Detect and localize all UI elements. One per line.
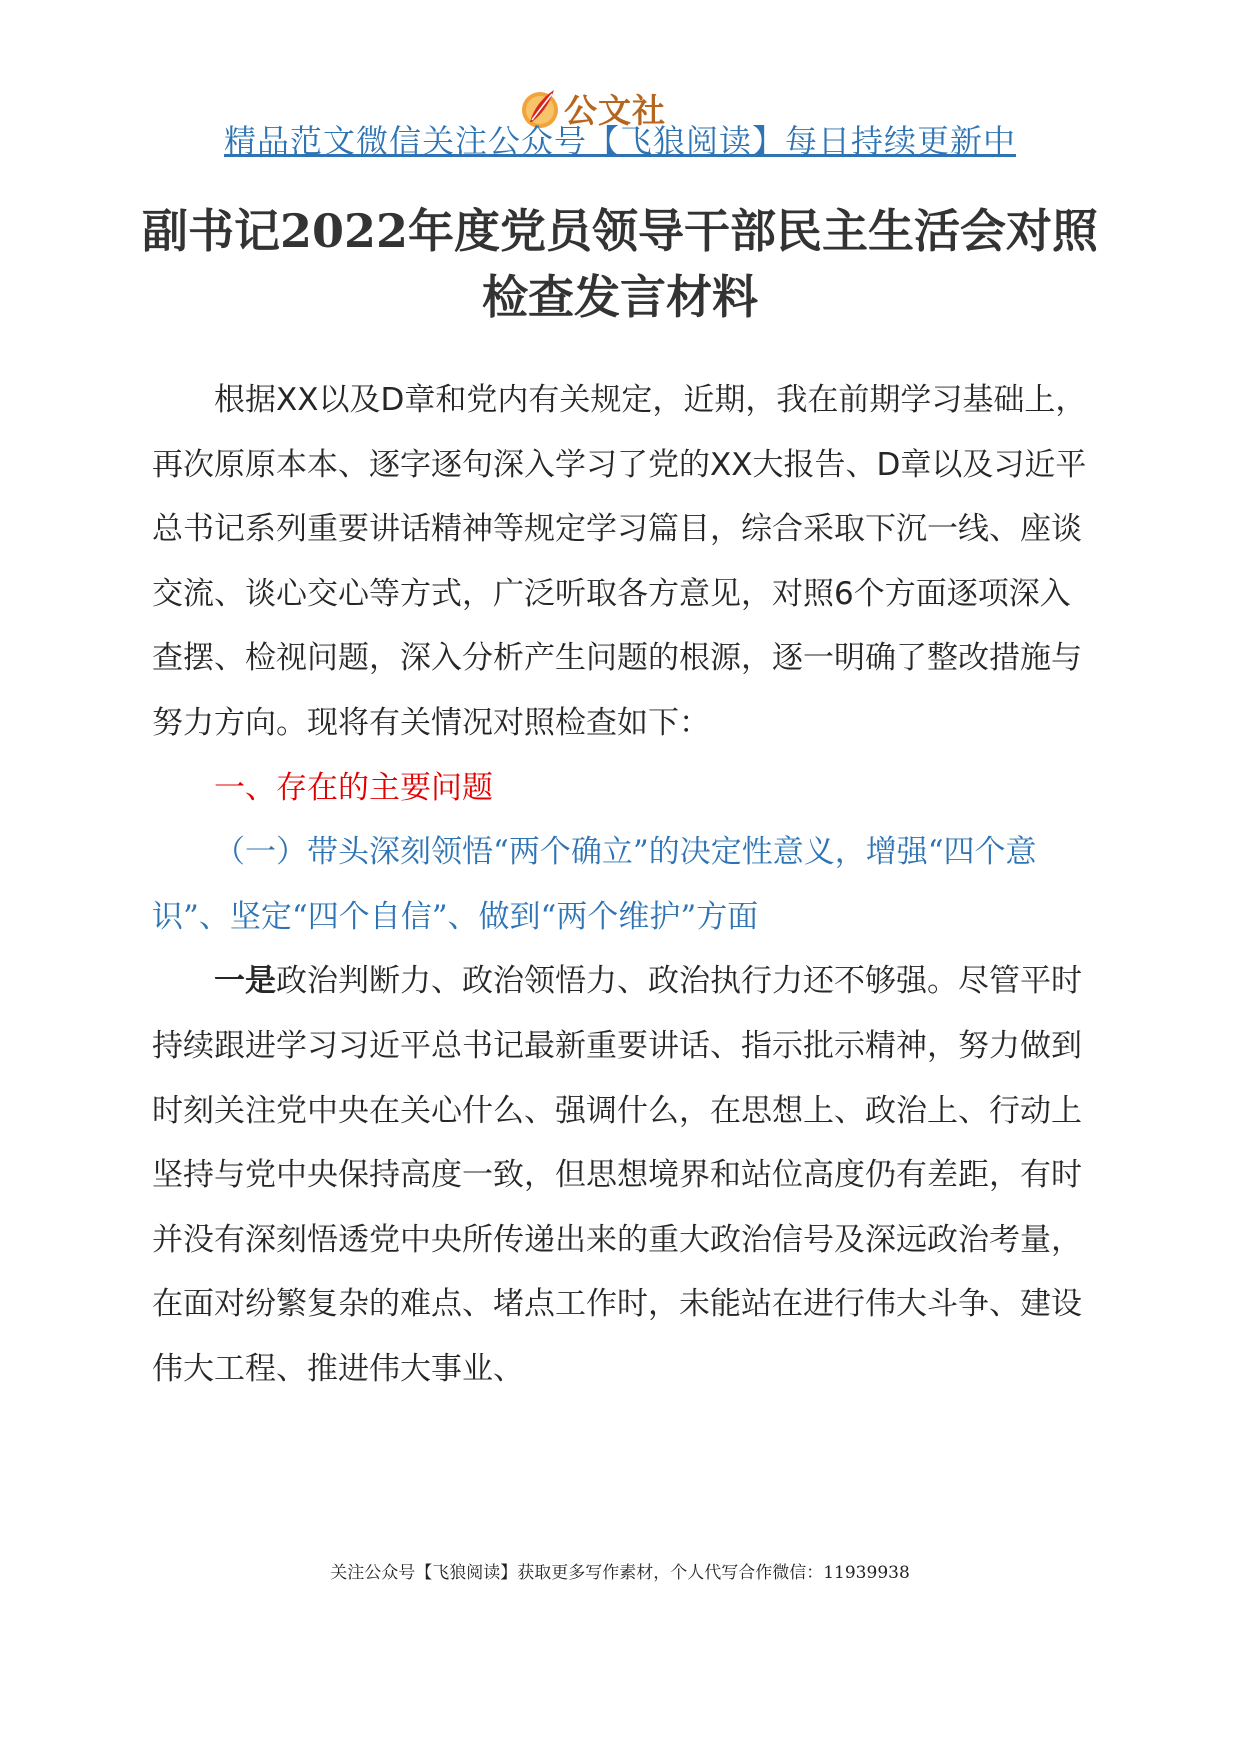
intro-paragraph: 根据XX以及D章和党内有关规定，近期，我在前期学习基础上，再次原原本本、逐字逐句深入学习了党的XX大报告、D章以及习近平总书记系列重要讲话精神等规定学习篇目，综合采取下沉一线、座谈交流、谈心交心等方式，广泛听取各方意见，对照6个方面逐项深入查摆、检视问题，深入分析产生问题的根源，逐一明确了整改措施与努力方向。现将有关情况对照检查如下： xyxy=(152,382,1087,741)
document-body xyxy=(152,368,1090,1402)
subsection-heading: （一）带头深刻领悟“两个确立”的决定性意义，增强“四个意识”、坚定“四个自信”、做到“两个维护”方面 xyxy=(152,834,1037,935)
promo-link[interactable]: 精品范文微信关注公众号【飞狼阅读】每日持续更新中 xyxy=(223,122,1016,160)
document-title: 副书记2022年度党员领导干部民主生活会对照检查发言材料 xyxy=(141,204,1099,324)
page-footer: 关注公众号【飞狼阅读】获取更多写作素材，个人代写合作微信：11939938 xyxy=(330,1563,910,1583)
point-text: 政治判断力、政治领悟力、政治执行力还不够强。尽管平时持续跟进学习习近平总书记最新重要讲话、指示批示精神，努力做到时刻关注党中央在关心什么、强调什么，在思想上、政治上、行动上坚持与党中央保持高度一致，但思想境界和站位高度仍有差距，有时并没有深刻悟透党中央所传递出来的重大政治信号及深远政治考量，在面对纷繁复杂的难点、堵点工作时，未能站在进行伟大斗争、建设伟大工程、推进伟大事业、 xyxy=(152,963,1082,1387)
point-lead: 一是 xyxy=(214,963,276,1000)
logo-text: 公文社 xyxy=(564,90,666,130)
point-paragraph xyxy=(152,949,1090,1401)
section-heading: 一、存在的主要问题 xyxy=(214,769,493,806)
